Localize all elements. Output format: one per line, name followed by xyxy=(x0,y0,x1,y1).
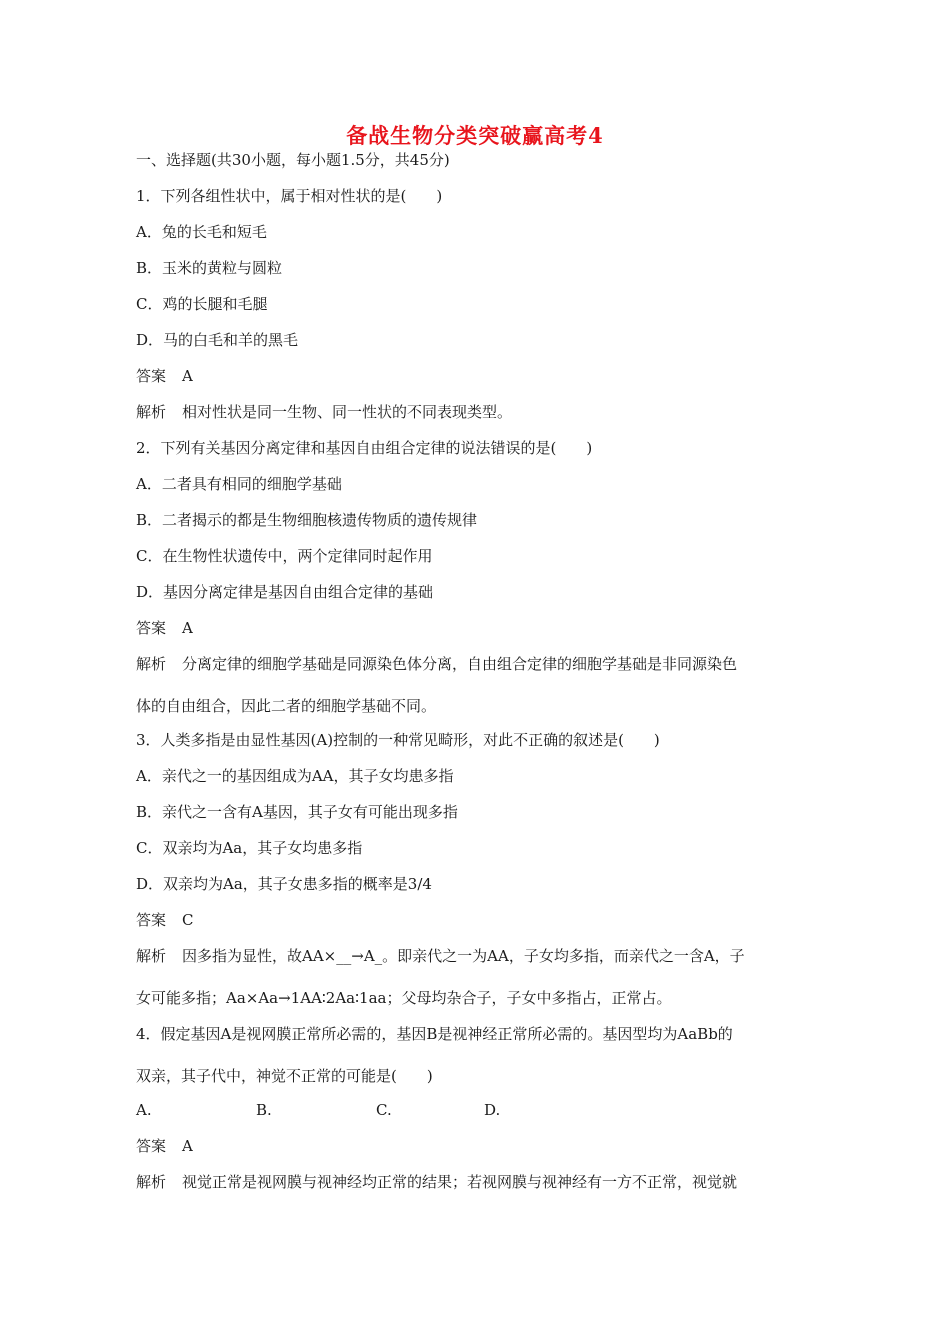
answer-label: 答案 xyxy=(136,1137,167,1155)
option: A．兔的长毛和短毛 xyxy=(136,223,267,241)
option: A．亲代之一的基因组成为AA，其子女均患多指 xyxy=(136,767,454,785)
analysis-continuation: 女可能多指；Aa×Aa→1AA∶2Aa∶1aa；父母均杂合子，子女中多指占，正常占。 xyxy=(136,989,672,1007)
option: B．二者揭示的都是生物细胞核遗传物质的遗传规律 xyxy=(136,511,478,529)
analysis-label: 解析 xyxy=(136,655,167,673)
analysis-label: 解析 xyxy=(136,947,167,965)
analysis-continuation: 体的自由组合，因此二者的细胞学基础不同。 xyxy=(136,697,437,715)
analysis-line xyxy=(136,946,826,966)
question-stem-continuation: 双亲，其子代中，神觉不正常的可能是( ) xyxy=(136,1067,433,1085)
analysis-text: 因多指为显性，故AA×__→A_。即亲代之一为AA，子女均多指，而亲代之一含A，子 xyxy=(182,947,745,965)
option: A. xyxy=(136,1101,152,1119)
question-stem: 4．假定基因A是视网膜正常所必需的，基因B是视神经正常所必需的。基因型均为AaBb的 xyxy=(136,1025,733,1043)
answer-label: 答案 xyxy=(136,619,167,637)
analysis-label: 解析 xyxy=(136,1173,167,1191)
option: C．在生物性状遗传中，两个定律同时起作用 xyxy=(136,547,433,565)
option: D．基因分离定律是基因自由组合定律的基础 xyxy=(136,583,434,601)
analysis-line xyxy=(136,402,826,422)
answer-label: 答案 xyxy=(136,911,167,929)
option: C. xyxy=(376,1101,392,1119)
answer-line xyxy=(136,910,826,930)
analysis-line xyxy=(136,654,826,674)
question-stem: 1．下列各组性状中，属于相对性状的是( ) xyxy=(136,187,443,205)
option: B．亲代之一含有A基因，其子女有可能出现多指 xyxy=(136,803,458,821)
option: D．马的白毛和羊的黑毛 xyxy=(136,331,299,349)
answer-value: C xyxy=(182,911,194,929)
option: C．鸡的长腿和毛腿 xyxy=(136,295,268,313)
option-row xyxy=(136,1100,826,1120)
option: C．双亲均为Aa，其子女均患多指 xyxy=(136,839,363,857)
section-heading: 一、选择题(共30小题，每小题1.5分，共45分) xyxy=(136,151,450,169)
analysis-text: 相对性状是同一生物、同一性状的不同表现类型。 xyxy=(182,403,513,421)
option: D．双亲均为Aa，其子女患多指的概率是3/4 xyxy=(136,875,432,893)
option: D. xyxy=(484,1101,501,1119)
question-stem: 3．人类多指是由显性基因(A)控制的一种常见畸形，对此不正确的叙述是( ) xyxy=(136,731,660,749)
analysis-label: 解析 xyxy=(136,403,167,421)
answer-value: A xyxy=(182,619,193,637)
answer-line xyxy=(136,1136,826,1156)
question-stem: 2．下列有关基因分离定律和基因自由组合定律的说法错误的是( ) xyxy=(136,439,593,457)
answer-value: A xyxy=(182,367,193,385)
answer-label: 答案 xyxy=(136,367,167,385)
document-title: 备战生物分类突破赢高考4 xyxy=(346,123,604,148)
option: B. xyxy=(256,1101,272,1119)
analysis-text: 视觉正常是视网膜与视神经均正常的结果；若视网膜与视神经有一方不正常，视觉就 xyxy=(182,1173,738,1191)
analysis-line xyxy=(136,1172,826,1192)
option: A．二者具有相同的细胞学基础 xyxy=(136,475,342,493)
answer-line xyxy=(136,366,826,386)
answer-line xyxy=(136,618,826,638)
option: B．玉米的黄粒与圆粒 xyxy=(136,259,283,277)
analysis-text: 分离定律的细胞学基础是同源染色体分离，自由组合定律的细胞学基础是非同源染色 xyxy=(182,655,738,673)
answer-value: A xyxy=(182,1137,193,1155)
